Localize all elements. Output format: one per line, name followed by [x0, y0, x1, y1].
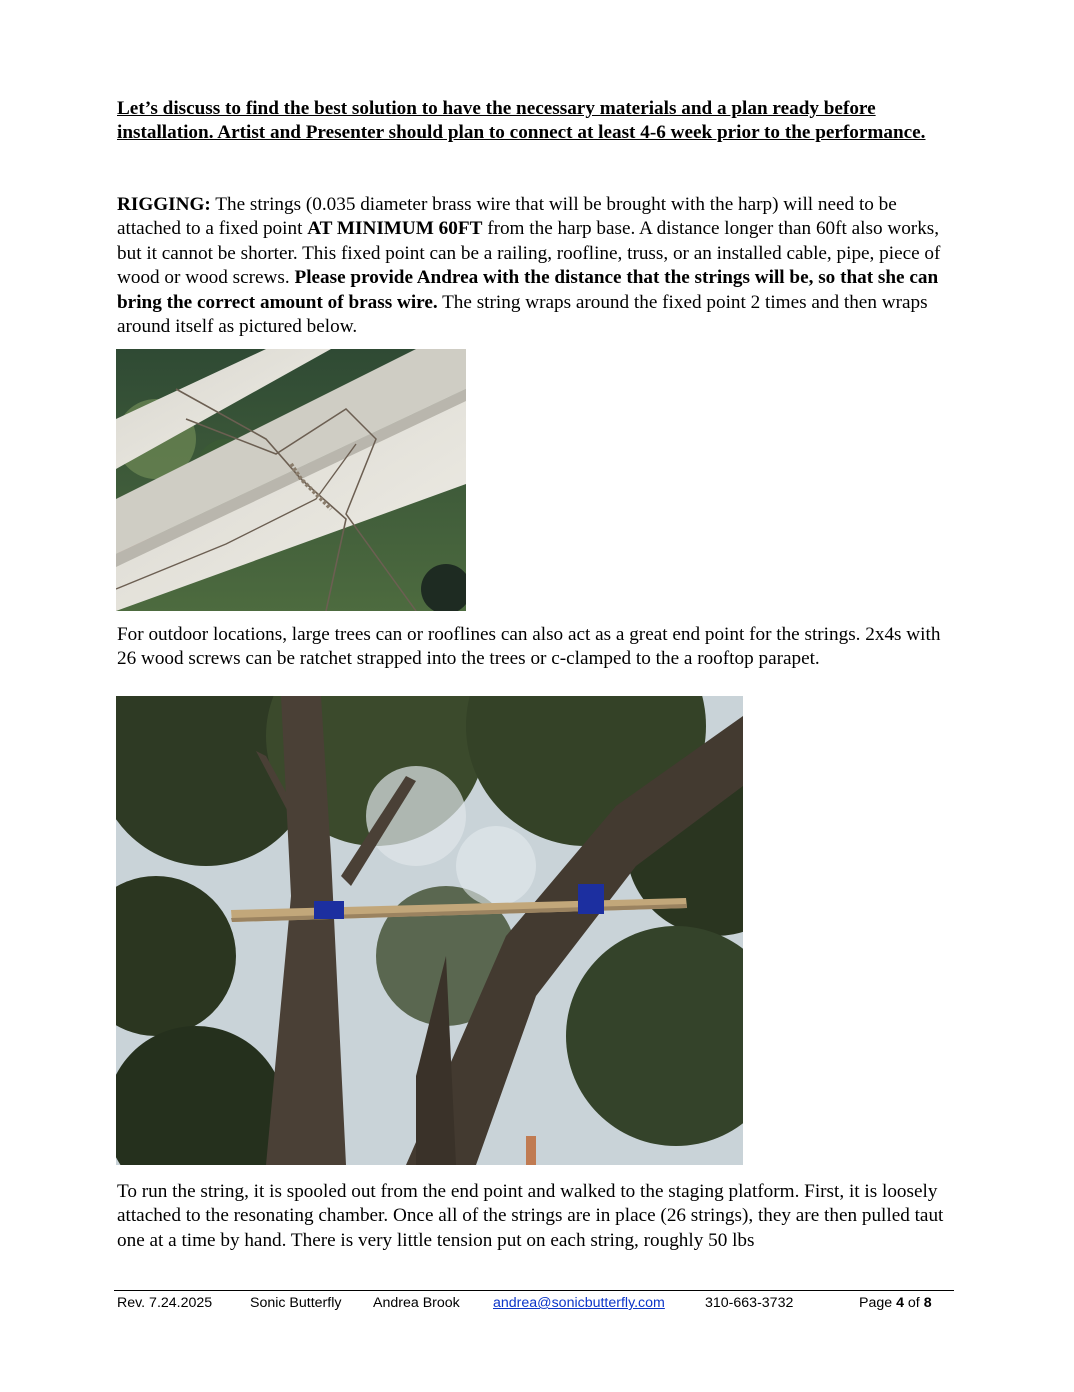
- footer-email-link[interactable]: andrea@sonicbutterfly.com: [493, 1295, 665, 1311]
- tree-anchor-photo: [116, 696, 743, 1165]
- rigging-label: RIGGING:: [117, 194, 211, 215]
- footer-revision: Rev. 7.24.2025: [117, 1295, 213, 1311]
- rigging-paragraph: [117, 193, 957, 339]
- beam-wire-photo: [116, 349, 466, 611]
- rigging-distance-request: Please provide Andrea with the distance that the strings will be, so that she can bring the correct amount of brass wire.: [117, 267, 939, 313]
- rigging-min-distance: AT MINIMUM 60FT: [307, 218, 483, 240]
- rigging-text-2: from the harp base. A distance longer than 60ft also works, but it cannot be shorter. This fixed point can be a railing, roofline, truss, or an installed cable, pipe, piece of wood or wood screws.: [117, 218, 941, 289]
- page-prefix: Page: [859, 1295, 897, 1311]
- rigging-text-3: The string wraps around the fixed point 2 times and then wraps around itself as pictured below.: [117, 291, 928, 338]
- rigging-text-1: The strings (0.035 diameter brass wire that will be brought with the harp) will need to be attached to a fixed point: [117, 194, 897, 240]
- run-string-paragraph: To run the string, it is spooled out from the end point and walked to the staging platform. First, it is loosely attached to the resonating chamber. Once all of the strings are in place (26 strings), they are then pulled taut one at a time by hand. There is very little tension put on each string, roughly 50 lbs: [117, 1181, 944, 1251]
- page-of: of: [903, 1295, 924, 1311]
- footer-divider: [114, 1290, 954, 1291]
- page-total: 8: [923, 1295, 932, 1311]
- footer-phone: 310-663-3732: [705, 1295, 794, 1311]
- outdoor-paragraph: For outdoor locations, large trees can or rooflines can also act as a great end point for the strings. 2x4s with 26 wood screws can be ratchet strapped into the trees or c-clamped to the a rooftop parapet.: [117, 624, 941, 670]
- page-current: 4: [896, 1295, 904, 1311]
- intro-heading: Let’s discuss to find the best solution to have the necessary materials and a plan ready before installation. Artist and Presenter should plan to connect at least 4-6 week prior to the performance.: [117, 98, 926, 144]
- footer-brand: Sonic Butterfly: [250, 1295, 342, 1311]
- footer-author: Andrea Brook: [373, 1295, 460, 1311]
- footer-page-number: [859, 1294, 932, 1312]
